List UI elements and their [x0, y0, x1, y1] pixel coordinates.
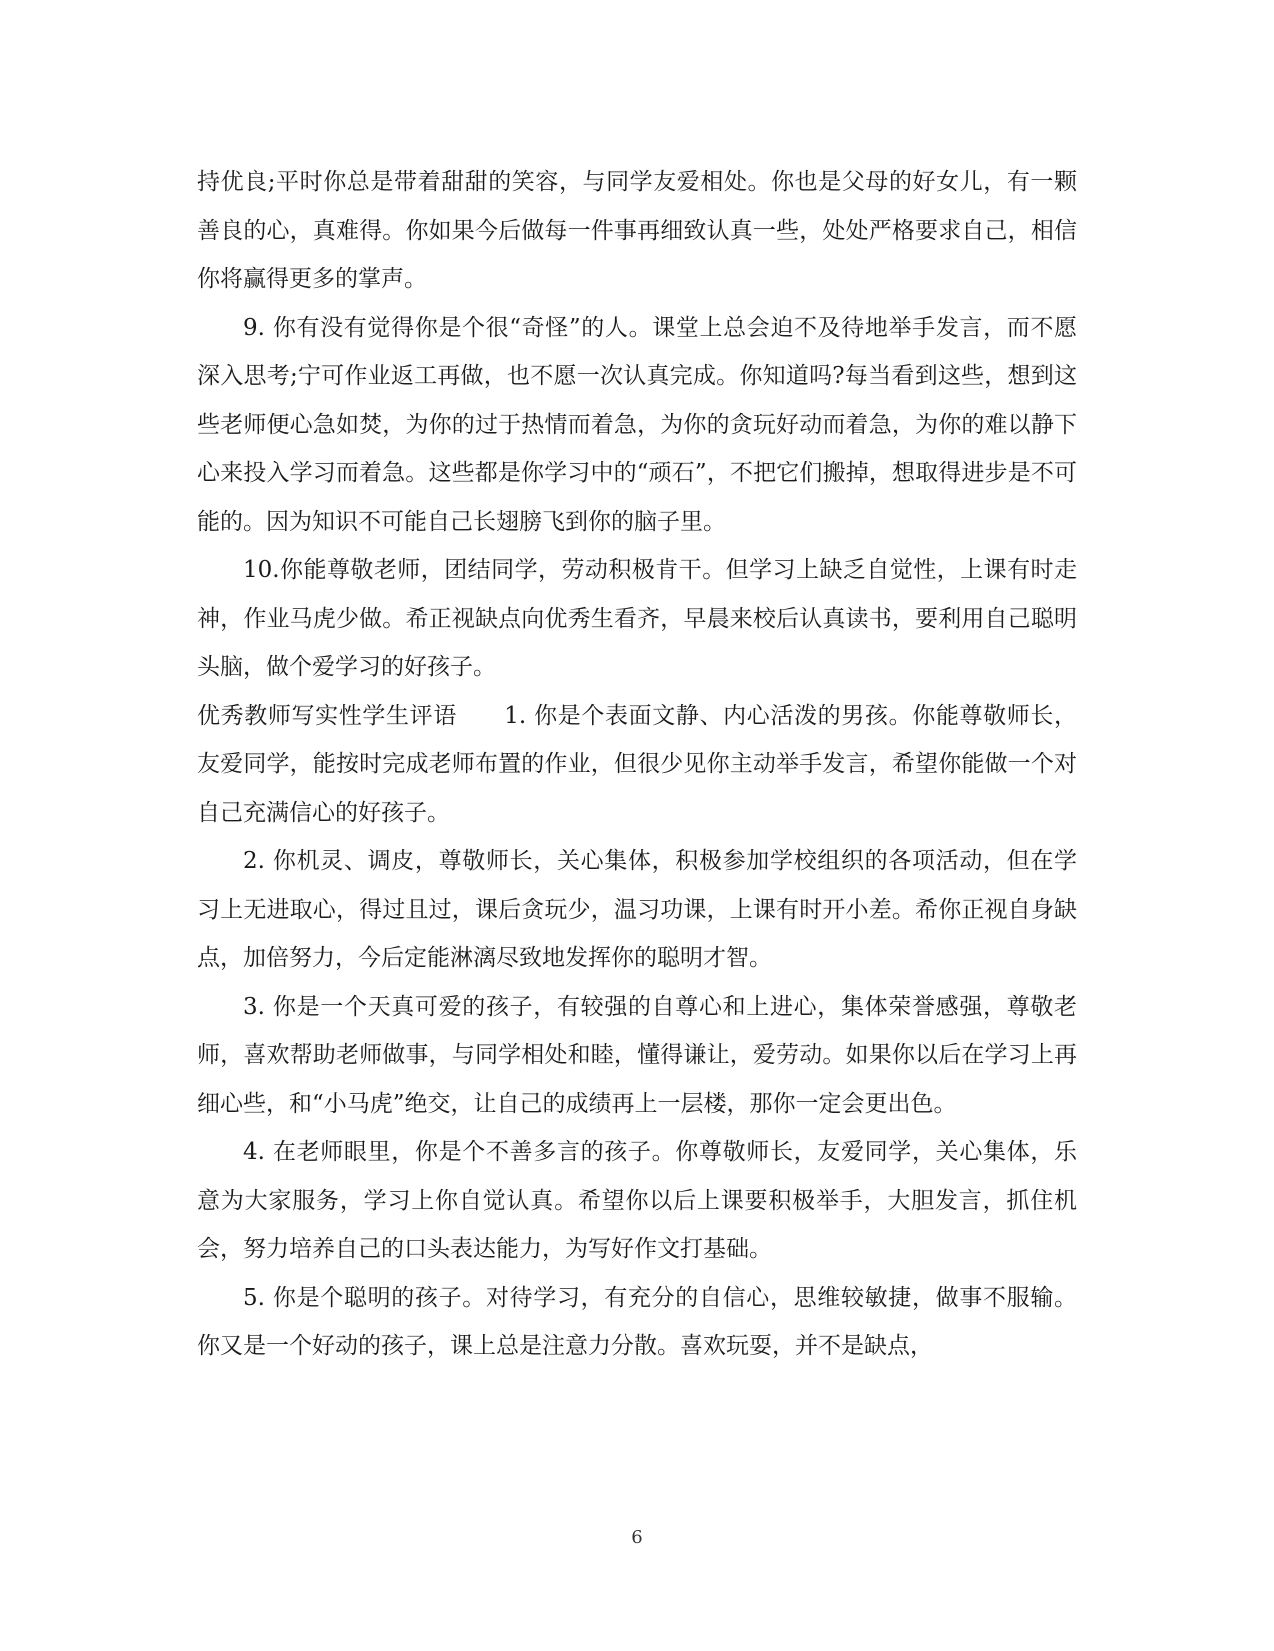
paragraph-comment-5: 5. 你是个聪明的孩子。对待学习，有充分的自信心，思维较敏捷，做事不服输。你又是一个好动的孩子，课上总是注意力分散。喜欢玩耍，并不是缺点，: [197, 1284, 1077, 1359]
paragraph-comment-3: 3. 你是一个天真可爱的孩子，有较强的自尊心和上进心，集体荣誉感强，尊敬老师，喜欢帮助老师做事，与同学相处和睦，懂得谦让，爱劳动。如果你以后在学习上再细心些，和“小马虎”绝交，让自己的成绩再上一层楼，那你一定会更出色。: [197, 993, 1077, 1117]
paragraph-comment-9: 9. 你有没有觉得你是个很“奇怪”的人。课堂上总会迫不及待地举手发言，而不愿深入思考;宁可作业返工再做，也不愿一次认真完成。你知道吗?每当看到这些，想到这些老师便心急如焚，为你的过于热情而着急，为你的贪玩好动而着急，为你的难以静下心来投入学习而着急。这些都是你学习中的“顽石”，不把它们搬掉，想取得进步是不可能的。因为知识不可能自己长翅膀飞到你的脑子里。: [197, 314, 1077, 535]
document-body: [197, 158, 1077, 1371]
paragraph-comment-4: 4. 在老师眼里，你是个不善多言的孩子。你尊敬师长，友爱同学，关心集体，乐意为大家服务，学习上你自觉认真。希望你以后上课要积极举手，大胆发言，抓住机会，努力培养自己的口头表达能力，为写好作文打基础。: [197, 1139, 1077, 1262]
page-number: 6: [631, 1527, 643, 1548]
paragraph-comment-10: 10.你能尊敬老师，团结同学，劳动积极肯干。但学习上缺乏自觉性，上课有时走神，作业马虎少做。希正视缺点向优秀生看齐，早晨来校后认真读书，要利用自己聪明头脑，做个爱学习的好孩子。: [197, 557, 1077, 680]
paragraph-comment-2: 2. 你机灵、调皮，尊敬师长，关心集体，积极参加学校组织的各项活动，但在学习上无进取心，得过且过，课后贪玩少，温习功课，上课有时开小差。希你正视自身缺点，加倍努力，今后定能淋漓尽致地发挥你的聪明才智。: [197, 848, 1077, 971]
paragraph-section-heading-comment-1: 优秀教师写实性学生评语 1. 你是个表面文静、内心活泼的男孩。你能尊敬师长，友爱同学，能按时完成老师布置的作业，但很少见你主动举手发言，希望你能做一个对自己充满信心的好孩子。: [197, 702, 1077, 826]
paragraph-continuation: 持优良;平时你总是带着甜甜的笑容，与同学友爱相处。你也是父母的好女儿，有一颗善良的心，真难得。你如果今后做每一件事再细致认真一些，处处严格要求自己，相信你将赢得更多的掌声。: [197, 169, 1077, 292]
